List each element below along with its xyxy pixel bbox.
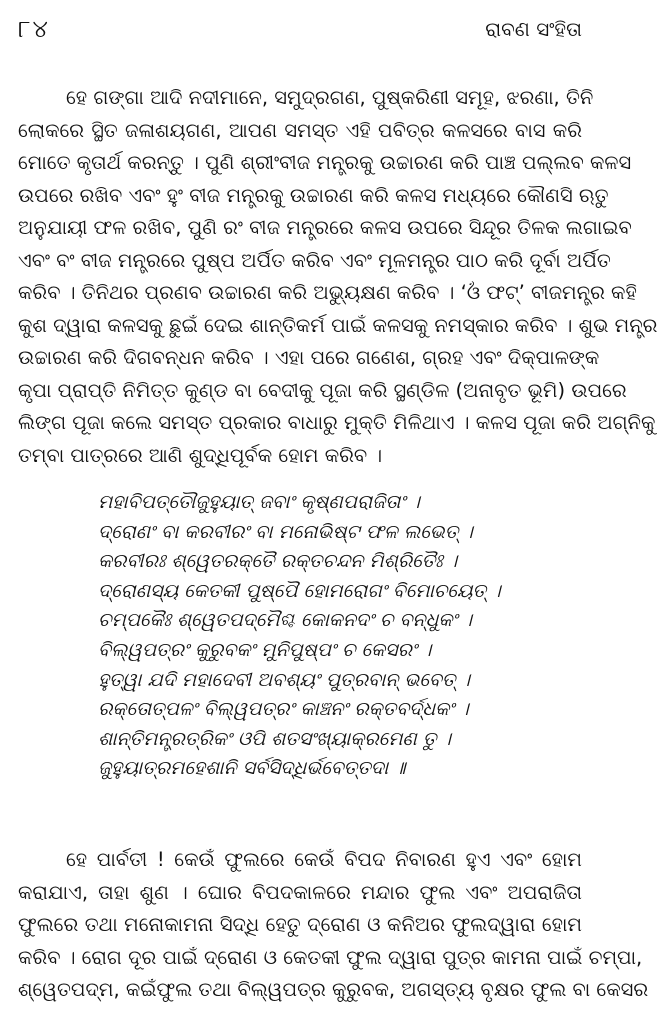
text-line: ଶ୍ୱେତପଦ୍ମ, କଇଁଫୁଲ ତଥା ବିଲ୍ୱପତ୍ର କୁରୁବକ, ଅଗସ୍ତ୍ୟ ବୃକ୍ଷର ଫୁଲ ବା କେସର — [18, 978, 649, 1001]
verse-line: ଦ୍ରୋଣଂ ବା କରବୀରଂ ବା ମନୋଭିଷ୍ଟ ଫଳ ଲଭେତ୍ । — [98, 520, 473, 543]
text-line: ତମ୍ବା ପାତ୍ରରେ ଆଣି ଶୁଦ୍ଧିପୂର୍ବକ ହୋମ କରିବ । — [18, 443, 383, 467]
text-line: ଅନୁଯାୟୀ ଫଳ ରଖିବ, ପୁଣି ରଂ ବୀଜ ମନ୍ତ୍ରରେ କଳସ ଉପରେ ସିନ୍ଦୂର ତିଳକ ଲଗାଇବ — [18, 216, 632, 239]
text-line: ହେ ଗଙ୍ଗା ଆଦି ନଦୀମାନେ, ସମୁଦ୍ରଗଣ, ପୁଷ୍କରିଣୀ ସମୂହ, ଝରଣା, ତିନି — [66, 86, 594, 109]
verse-line: ମହାବିପତ୍ତୌଜୁହୁୟାତ୍ ଜବାଂ କୃଷ୍ଣପରାଜିତାଂ । — [98, 491, 420, 513]
text-line: କୃପା ପ୍ରାପ୍ତି ନିମିତ୍ତ କୁଣ୍ଡ ବା ବେଦୀକୁ ପୂଜା କରି ସ୍ଥଣ୍ଡିଳ (ଅନାବୃତ ଭୂମି) ଉପରେ — [18, 378, 627, 402]
text-line: କରାଯାଏ, ତାହା ଶୁଣ । ଘୋର ବିପଦକାଳରେ ମନ୍ଦାର ଫୁଲ ଏବଂ ଅପରାଜିତା — [18, 880, 582, 904]
text-line: କରିବ । ତିନିଥର ପ୍ରଣବ ଉଚ୍ଚାରଣ କରି ଅଭ୍ୟୁକ୍ଷଣ କରିବ । ‘ଓଁ ଫଟ୍’ ବୀଜମନ୍ତ୍ର କହି — [18, 281, 637, 304]
page-header — [18, 14, 582, 44]
paragraph-1 — [18, 82, 657, 472]
verse-line: ଜୁହୁୟାତ୍ରମହେଶାନି ସର୍ବସିଦ୍ଧିର୍ଭବେତ୍ତଦା ॥ — [98, 757, 406, 780]
text-line: ଉଚ୍ଚାରଣ କରି ଦିଗବନ୍ଧନ କରିବ । ଏହା ପରେ ଗଣେଶ, ଗ୍ରହ ଏବଂ ଦିକ୍‌ପାଳଙ୍କ — [18, 346, 600, 369]
verse-line: ରକ୍ତୋତ୍ପଳଂ ବିଲ୍ୱପତ୍ରଂ କାଞ୍ଚନଂ ରକ୍ତବର୍ଦ୍ଧକଂ । — [98, 698, 469, 721]
paragraph-2 — [18, 844, 649, 1007]
text-line: ହେ ପାର୍ବତୀ ! କେଉଁ ଫୁଲରେ କେଉଁ ବିପଦ ନିବାରଣ ହୁଏ ଏବଂ ହୋମ — [66, 848, 582, 871]
verse-line: ଶାନ୍ତିମନ୍ତ୍ରତ୍ରିକଂ ଓପି ଶତସଂଖ୍ୟାକ୍ରମେଣ ତୁ । — [98, 727, 451, 750]
text-line: ଉପରେ ରଖିବ ଏବଂ ହୁଂ ବୀଜ ମନ୍ତ୍ରକୁ ଉଚ୍ଚାରଣ କରି କଳସ ମଧ୍ୟରେ କୌଣସି ଋତୁ — [18, 183, 609, 207]
text-line: କୁଶ ଦ୍ୱାରା କଳସକୁ ଛୁଇଁ ଦେଇ ଶାନ୍ତିକର୍ମ ପାଇଁ କଳସକୁ ନମସ୍କାର କରିବ । ଶୁଭ ମନ୍ତ୍ର — [18, 313, 657, 337]
verse-line: ବିଲ୍ୱପତ୍ରଂ କୁରୁବକଂ ମୁନିପୁଷ୍ପଂ ଚ କେସରଂ । — [98, 638, 432, 661]
text-line: ଲୋକରେ ସ୍ଥିତ ଜଳାଶୟଗଣ, ଆପଣ ସମସ୍ତ ଏହି ପବିତ୍ର କଳସରେ ବାସ କରି — [18, 118, 582, 142]
verse-line: ଚମ୍ପକୈଃ ଶ୍ୱେତପଦ୍ମୈଶ୍ଚ କୋକନଦଂ ଚ ବନ୍ଧୁକଂ । — [98, 609, 472, 632]
text-line: କରିବ । ରୋଗ ଦୂର ପାଇଁ ଦ୍ରୋଣ ଓ କେତକୀ ଫୁଲ ଦ୍ୱାରା ପୁତ୍ର କାମନା ପାଇଁ ଚମ୍ପା, — [18, 945, 643, 969]
verse-line: ହୁତ୍ୱା ଯଦି ମହାଦେବୀ ଅବଶ୍ୟଂ ପୁତ୍ରବାନ୍ ଭବେତ୍ । — [98, 668, 470, 691]
text-line: ଲିଙ୍ଗ ପୂଜା କଲେ ସମସ୍ତ ପ୍ରକାର ବାଧାରୁ ମୁକ୍ତି ମିଳିଥାଏ । କଳସ ପୂଜା କରି ଅଗ୍ନିକୁ — [18, 411, 656, 434]
text-line: ମୋତେ କୃତାର୍ଥ କରନ୍ତୁ । ପୁଣି ଶ୍ରୀଂବୀଜ ମନ୍ତ୍ରକୁ ଉଚ୍ଚାରଣ କରି ପାଞ୍ଚ ପଲ୍ଲବ କଳସ — [18, 151, 632, 174]
verse-line: ଦ୍ରୋଣସ୍ୟ କେତକୀ ପୁଷ୍ପୈ ହୋମରୋଗଂ ବିମୋଚୟେତ୍ । — [98, 579, 501, 602]
page-number: ୮୪ — [18, 15, 50, 43]
sanskrit-verses — [98, 488, 568, 784]
text-line: ଫୁଲରେ ତଥା ମନୋକାମନା ସିଦ୍ଧି ହେତୁ ଦ୍ରୋଣ ଓ କନିଅର ଫୁଲଦ୍ୱାରା ହୋମ — [18, 913, 582, 936]
text-line: ଏବଂ ବଂ ବୀଜ ମନ୍ତ୍ରରେ ପୁଷ୍ପ ଅର୍ପିତ କରିବ ଏବଂ ମୂଳମନ୍ତ୍ର ପାଠ କରି ଦୂର୍ବା ଅର୍ପିତ — [18, 248, 611, 272]
running-title: ରାବଣ ସଂହିତା — [485, 17, 582, 41]
verse-line: କରବୀରଃ ଶ୍ୱେତରକ୍ତୈ ରକ୍ତଚନ୍ଦନ ମିଶ୍ରିତୈଃ । — [98, 550, 458, 573]
